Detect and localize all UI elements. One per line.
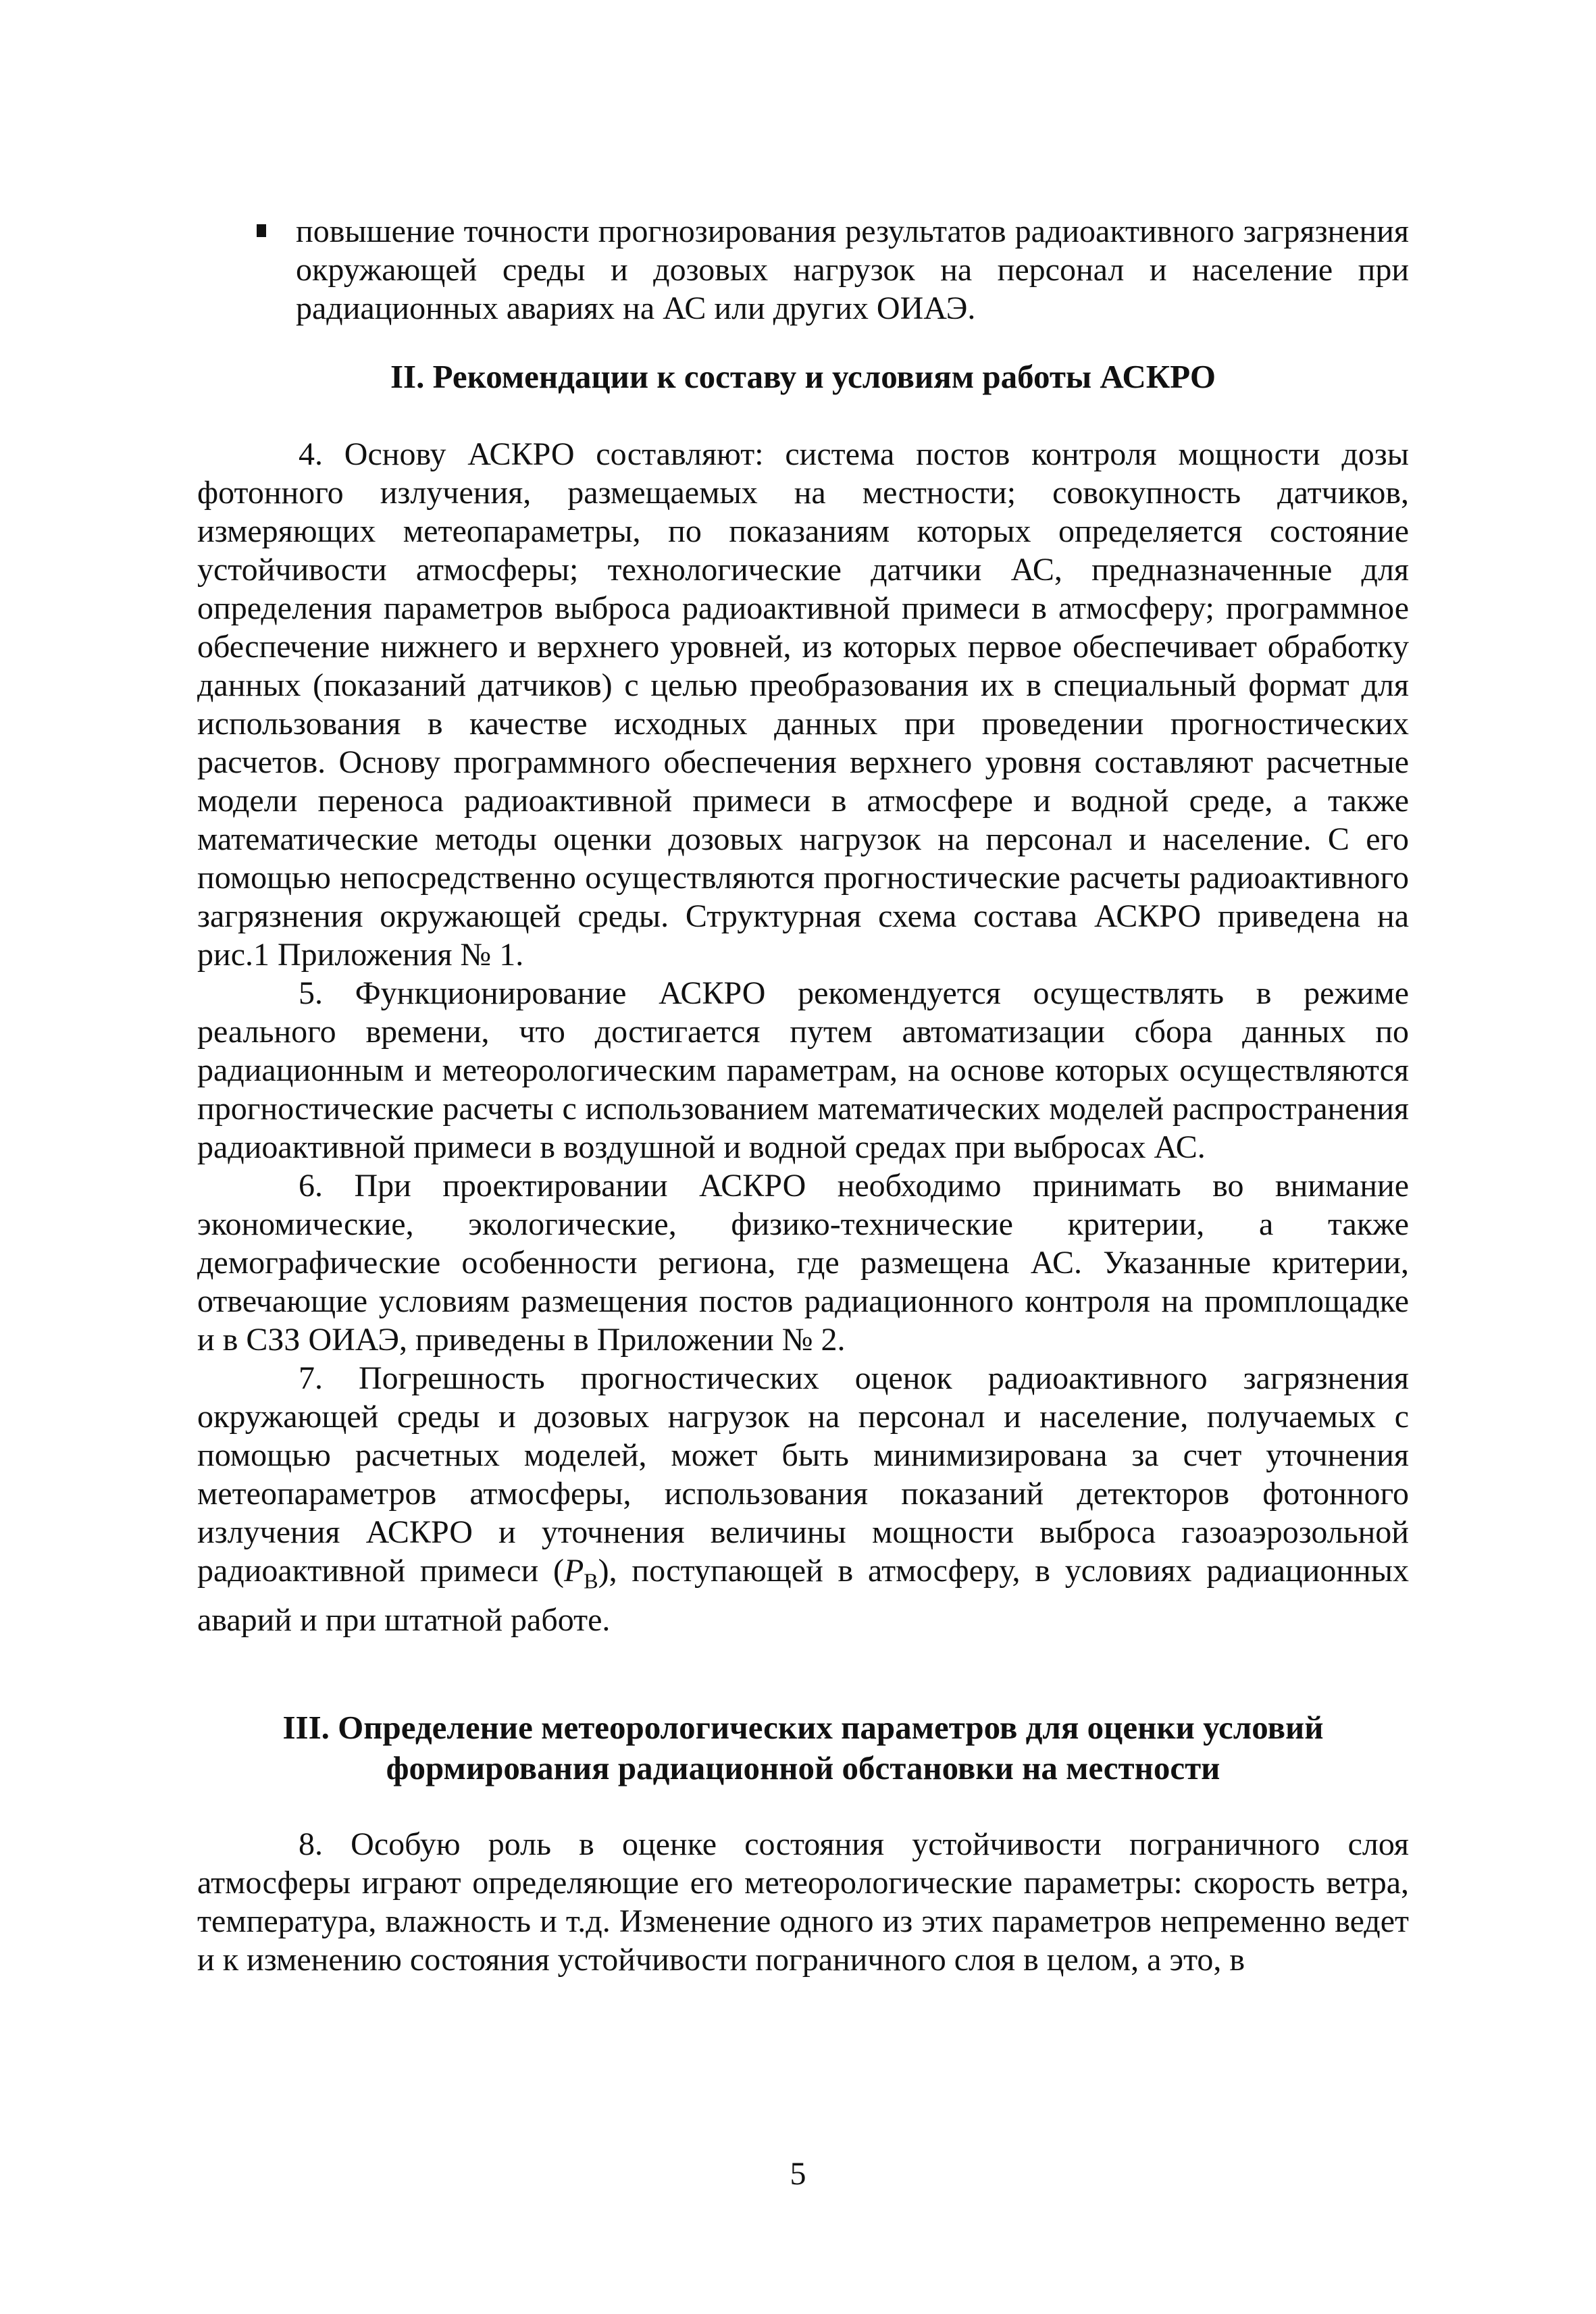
bullet-square-icon <box>257 224 266 237</box>
section-2-body <box>197 435 1409 1639</box>
section-3-heading-line-1: III. Определение метеорологических параметров для оценки условий <box>282 1709 1324 1746</box>
paragraph-7-text-start: 7. Погрешность прогностических оценок радиоактивного загрязнения окружающей среды и дозовых нагрузок на персонал и население, получаемых с помощью расчетных моделей, может быть минимизирована за счет уточнения метеопараметров атмосферы, использования показаний детекторов фотонного излучения АСКРО и уточнения величины мощности выброса газоаэрозольной радиоактивной примеси ( <box>197 1360 1409 1589</box>
section-2-heading: II. Рекомендации к составу и условиям работы АСКРО <box>390 358 1216 395</box>
paragraph-4: 4. Основу АСКРО составляют: система постов контроля мощности дозы фотонного излучения, размещаемых на местности; совокупность датчиков, измеряющих метеопараметры, по показаниям которых определяется состояние устойчивости атмосферы; технологические датчики АС, предназначенные для определения параметров выброса радиоактивной примеси в атмосферу; программное обеспечение нижнего и верхнего уровней, из которых первое обеспечивает обработку данных (показаний датчиков) с целью преобразования их в специальный формат для использования в качестве исходных данных при проведении прогностических расчетов. Основу программного обеспечения верхнего уровня составляют расчетные модели переноса радиоактивной примеси в атмосфере и водной среде, а также математические методы оценки дозовых нагрузок на персонал и население. С его помощью непосредственно осуществляются прогностические расчеты радиоактивного загрязнения окружающей среды. Структурная схема состава АСКРО приведена на рис.1 Приложения № 1. <box>197 436 1409 973</box>
paragraph-7-text-end: ), поступающей в атмосферу, в условиях радиационных аварий и при штатной работе. <box>197 1553 1409 1638</box>
section-3-body <box>197 1825 1409 1979</box>
paragraph-6: 6. При проектировании АСКРО необходимо принимать во внимание экономические, экологические, физико-технические критерии, а также демографические особенности региона, где размещена АС. Указанные критерии, отвечающие условиям размещения постов радиационного контроля на промплощадке и в СЗЗ ОИАЭ, приведены в Приложении № 2. <box>197 1168 1409 1358</box>
section-3-heading <box>197 1707 1409 1789</box>
bullet-text: повышение точности прогнозирования результатов радиоактивного загрязнения окружающей среды и дозовых нагрузок на персонал и население при радиационных авариях на АС или других ОИАЭ. <box>296 213 1409 326</box>
bullet-item <box>296 212 1409 328</box>
page-number: 5 <box>790 2156 806 2192</box>
emission-rate-symbol: P <box>563 1553 584 1589</box>
paragraph-8: 8. Особую роль в оценке состояния устойчивости пограничного слоя атмосферы играют определяющие его метеорологические параметры: скорость ветра, температура, влажность и т.д. Изменение одного из этих параметров непременно ведет и к изменению состояния устойчивости пограничного слоя в целом, а это, в <box>197 1826 1409 1978</box>
section-3-heading-line-2: формирования радиационной обстановки на местности <box>386 1749 1220 1786</box>
paragraph-5: 5. Функционирование АСКРО рекомендуется осуществлять в режиме реального времени, что достигается путем автоматизации сбора данных по радиационным и метеорологическим параметрам, на основе которых осуществляются прогностические расчеты с использованием математических моделей распространения радиоактивной примеси в воздушной и водной средах при выбросах АС. <box>197 975 1409 1165</box>
emission-rate-subscript: B <box>584 1568 598 1593</box>
paragraph-7 <box>197 1359 1409 1639</box>
